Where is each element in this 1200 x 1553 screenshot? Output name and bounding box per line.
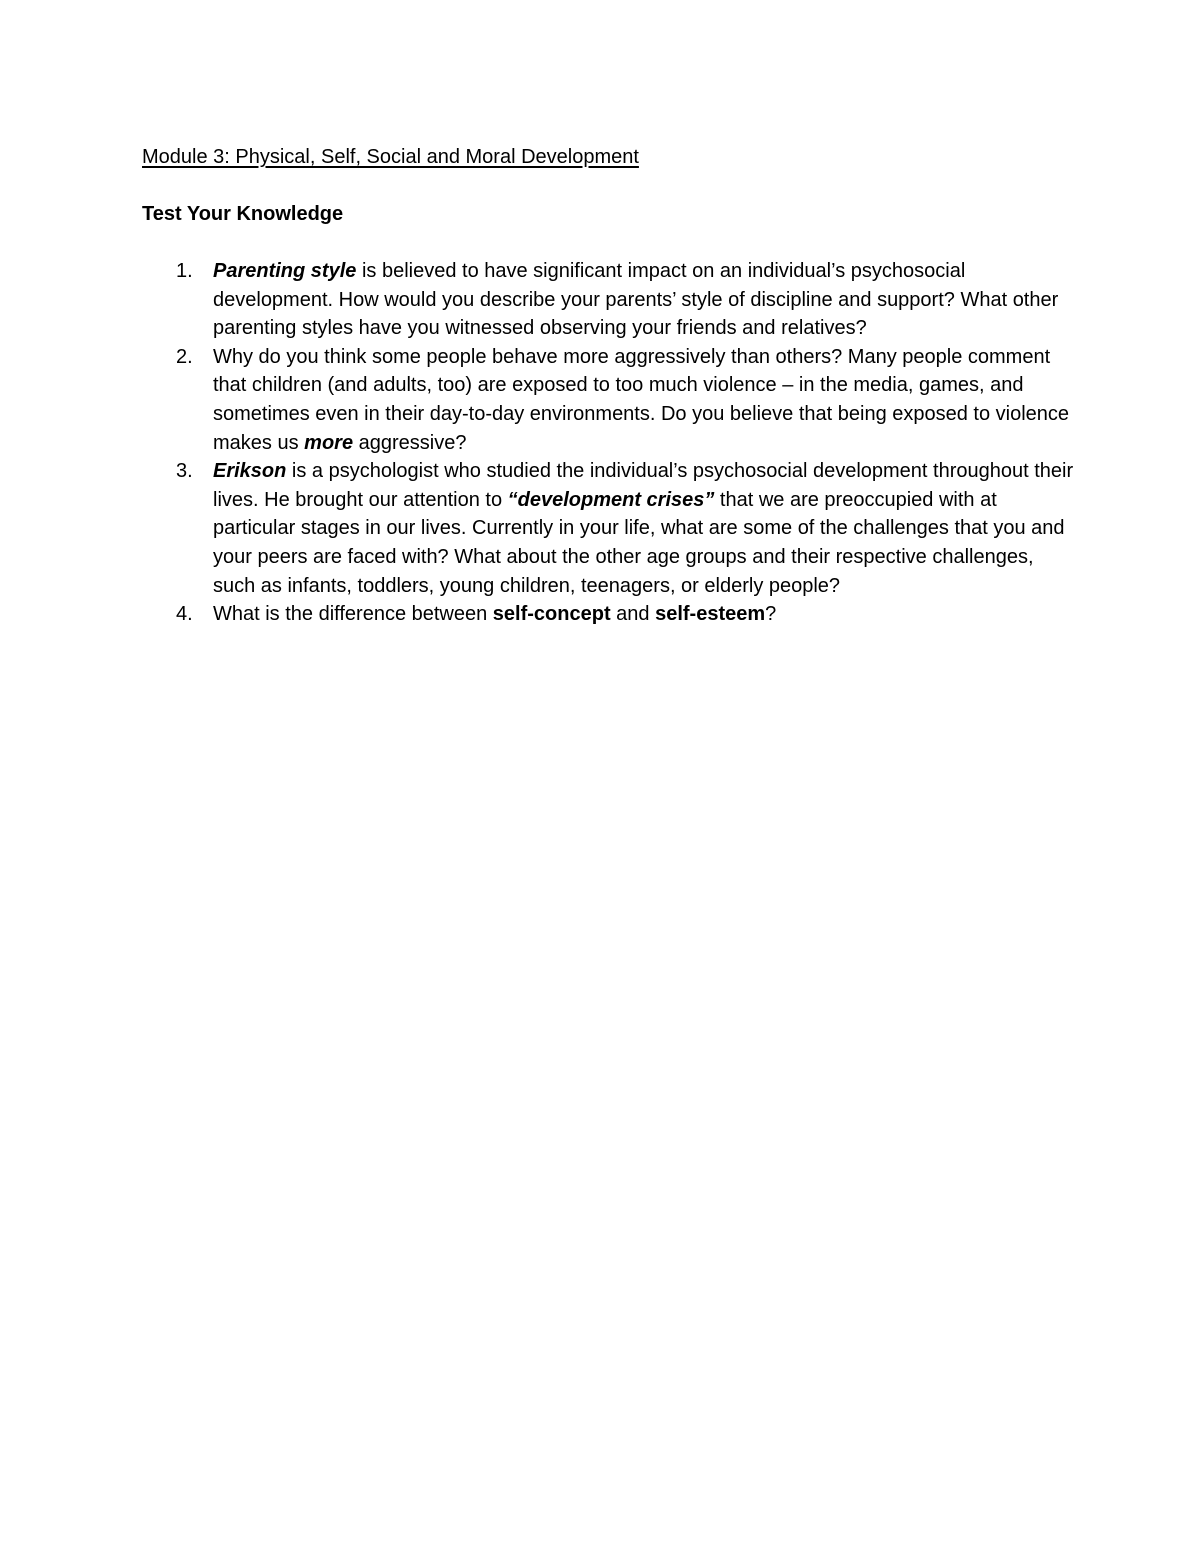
question-item bbox=[142, 343, 1077, 457]
question-text-run: is a psychologist who studied the individual’s psychosocial development throughout their lives. He brought our attention to bbox=[213, 460, 1074, 511]
question-text-run: ? bbox=[765, 603, 777, 626]
question-text-run: Why do you think some people behave more aggressively than others? Many people comment that children (and adults, too) are exposed to too much violence – in the media, games, and sometimes even in their day-to-day environments. Do you believe that being exposed to violence makes us bbox=[213, 345, 1070, 454]
emphasized-term: more bbox=[304, 431, 354, 454]
key-term: self-esteem bbox=[655, 603, 766, 626]
question-text-run: aggressive? bbox=[353, 431, 467, 454]
emphasized-term: “development crises” bbox=[507, 488, 715, 511]
question-number: 1. bbox=[176, 260, 193, 282]
question-text bbox=[213, 460, 1073, 596]
question-text bbox=[213, 260, 1058, 339]
document-title: Module 3: Physical, Self, Social and Moral Development bbox=[142, 146, 639, 168]
question-text-run: What is the difference between bbox=[213, 603, 493, 626]
question-text-run: that we are preoccupied with at particular stages in our lives. Currently in your life, what are some of the challenges that you and your peers are faced with? What about the other age groups and their respective challenges, such as infants, toddlers, young children, teenagers, or elderly people? bbox=[213, 488, 1065, 597]
question-text bbox=[213, 603, 776, 625]
question-item bbox=[142, 257, 1077, 343]
emphasized-term: Erikson bbox=[213, 460, 287, 483]
question-item bbox=[142, 600, 1077, 629]
question-text bbox=[213, 346, 1069, 454]
emphasized-term: Parenting style bbox=[213, 260, 357, 282]
question-item bbox=[142, 457, 1077, 600]
question-number: 4. bbox=[176, 603, 193, 626]
question-text-run: is believed to have significant impact on an individual’s psychosocial development. How would you describe your parents’ style of discipline and support? What other parenting styles have you witnessed observing your friends and relatives? bbox=[213, 260, 1059, 340]
question-text-run: and bbox=[610, 603, 656, 626]
question-number: 2. bbox=[176, 345, 193, 368]
question-list bbox=[142, 257, 1077, 629]
section-heading: Test Your Knowledge bbox=[142, 203, 344, 225]
question-number: 3. bbox=[176, 460, 193, 483]
key-term: self-concept bbox=[492, 603, 611, 626]
